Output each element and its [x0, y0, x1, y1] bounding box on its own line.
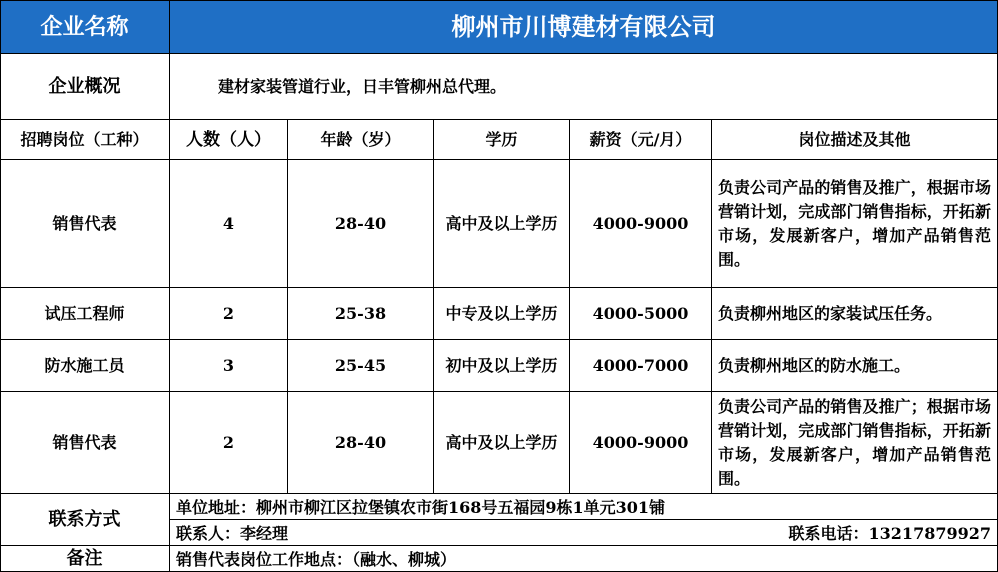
job-2-description: 负责柳州地区的家装试压任务。	[712, 288, 998, 340]
job-3-position: 防水施工员	[0, 340, 170, 392]
job-4-description: 负责公司产品的销售及推广；根据市场营销计划，完成部门销售指标，开拓新市场，发展新客户，增加产品销售范围。	[712, 392, 998, 494]
remark-text: 销售代表岗位工作地点：（融水、柳城）	[176, 550, 457, 569]
remark-row	[170, 546, 998, 572]
job-3-age: 25-45	[288, 340, 434, 392]
col-header-count: 人数（人）	[170, 120, 288, 160]
job-2-age: 25-38	[288, 288, 434, 340]
job-1-age: 28-40	[288, 160, 434, 288]
job-2-education: 中专及以上学历	[434, 288, 570, 340]
job-4-age: 28-40	[288, 392, 434, 494]
col-header-salary: 薪资（元/月）	[570, 120, 712, 160]
job-3-count: 3	[170, 340, 288, 392]
job-1-position: 销售代表	[0, 160, 170, 288]
job-1-education: 高中及以上学历	[434, 160, 570, 288]
company-name-label: 企业名称	[0, 0, 170, 54]
job-4-count: 2	[170, 392, 288, 494]
col-header-education: 学历	[434, 120, 570, 160]
company-name-value: 柳州市川博建材有限公司	[170, 0, 998, 54]
contact-phone: 联系电话：13217879927	[788, 524, 991, 543]
job-2-position: 试压工程师	[0, 288, 170, 340]
col-header-position: 招聘岗位（工种）	[0, 120, 170, 160]
job-4-position: 销售代表	[0, 392, 170, 494]
col-header-age: 年龄（岁）	[288, 120, 434, 160]
remark-label: 备注	[0, 546, 170, 572]
job-3-education: 初中及以上学历	[434, 340, 570, 392]
overview-text: 建材家装管道行业，日丰管柳州总代理。	[170, 54, 998, 120]
job-3-salary: 4000-7000	[570, 340, 712, 392]
job-1-salary: 4000-9000	[570, 160, 712, 288]
job-2-count: 2	[170, 288, 288, 340]
contact-person-row	[170, 520, 998, 546]
contact-person: 联系人：李经理	[176, 524, 289, 543]
job-4-education: 高中及以上学历	[434, 392, 570, 494]
contact-label: 联系方式	[0, 494, 170, 546]
contact-address-row	[170, 494, 998, 520]
contact-address: 单位地址：柳州市柳江区拉堡镇农市街168号五福园9栋1单元301铺	[176, 498, 666, 517]
job-3-description: 负责柳州地区的防水施工。	[712, 340, 998, 392]
job-1-description: 负责公司产品的销售及推广，根据市场营销计划，完成部门销售指标，开拓新市场，发展新客户，增加产品销售范围。	[712, 160, 998, 288]
col-header-description: 岗位描述及其他	[712, 120, 998, 160]
job-2-salary: 4000-5000	[570, 288, 712, 340]
job-1-count: 4	[170, 160, 288, 288]
job-4-salary: 4000-9000	[570, 392, 712, 494]
overview-label: 企业概况	[0, 54, 170, 120]
